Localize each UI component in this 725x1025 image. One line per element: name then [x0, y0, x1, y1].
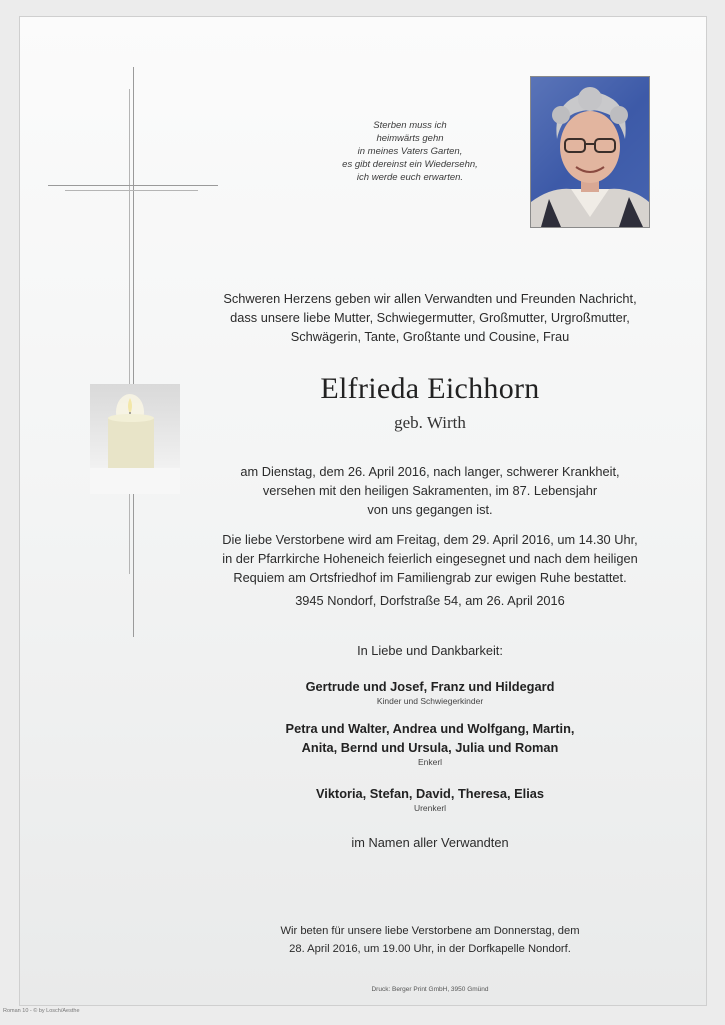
poem-line: Sterben muss ich	[373, 120, 447, 131]
intro-line: Schweren Herzens geben wir allen Verwandten und Freunden Nachricht,	[223, 291, 637, 306]
intro-line: Schwägerin, Tante, Großtante und Cousine, Frau	[290, 329, 570, 344]
mourner-group	[170, 677, 690, 706]
obituary-page	[19, 16, 707, 1006]
portrait-illustration	[531, 77, 649, 227]
funeral-notice-line: in der Pfarrkirche Hoheneich feierlich eingesegnet und nach dem heiligen	[222, 551, 638, 566]
death-notice-line: versehen mit den heiligen Sakramenten, im 87. Lebensjahr	[262, 483, 598, 498]
mourner-group	[170, 719, 690, 767]
poem-line: es gibt dereinst ein Wiedersehn,	[342, 159, 478, 170]
prayer-notice	[170, 922, 690, 958]
prayer-notice-line: Wir beten für unsere liebe Verstorbene am Donnerstag, dem	[280, 925, 580, 937]
funeral-notice-line: Die liebe Verstorbene wird am Freitag, dem 29. April 2016, um 14.30 Uhr,	[222, 532, 638, 547]
deceased-name: Elfrieda Eichhorn	[320, 372, 540, 405]
mourner-names: Gertrude und Josef, Franz und Hildegard	[305, 679, 555, 694]
poem-line: ich werde euch erwarten.	[356, 172, 464, 183]
mourner-relation: Kinder und Schwiegerkinder	[376, 696, 484, 706]
funeral-notice-line: Requiem am Ortsfriedhof im Familiengrab zur ewigen Ruhe bestattet.	[233, 570, 627, 585]
footer-note: Roman 10 - © by Losch/Aesthe	[3, 1008, 80, 1014]
intro-line: dass unsere liebe Mutter, Schwiegermutter, Großmutter, Urgroßmutter,	[230, 310, 630, 325]
candle-icon	[90, 384, 180, 494]
address-line: 3945 Nondorf, Dorfstraße 54, am 26. April 2016	[295, 593, 565, 608]
birth-name: geb. Wirth	[394, 413, 466, 432]
poem-line: in meines Vaters Garten,	[357, 146, 463, 157]
poem	[320, 119, 500, 184]
printer-credit: Druck: Berger Print GmbH, 3950 Gmünd	[371, 986, 489, 993]
poem-line: heimwärts gehn	[376, 133, 444, 144]
death-notice	[170, 462, 690, 519]
cross-vertical-line	[133, 67, 134, 637]
cross-horizontal-line-inner	[65, 190, 198, 191]
announcement-intro	[170, 289, 690, 346]
death-notice-line: von uns gegangen ist.	[367, 502, 493, 517]
funeral-notice	[170, 530, 690, 587]
mourner-relation: Enkerl	[417, 757, 443, 767]
thanks-line: In Liebe und Dankbarkeit:	[357, 643, 503, 658]
mourner-group	[170, 784, 690, 813]
prayer-notice-line: 28. April 2016, um 19.00 Uhr, in der Dorfkapelle Nondorf.	[289, 943, 571, 955]
mourner-relation: Urenkerl	[413, 803, 447, 813]
portrait-photo	[530, 76, 650, 228]
cross-vertical-line-inner	[129, 89, 130, 574]
cross-horizontal-line	[48, 185, 218, 186]
mourner-names: Petra und Walter, Andrea und Wolfgang, Martin,	[285, 721, 575, 736]
mourner-names: Anita, Bernd und Ursula, Julia und Roman	[301, 740, 559, 755]
relatives-line: im Namen aller Verwandten	[351, 835, 509, 850]
mourner-names: Viktoria, Stefan, David, Theresa, Elias	[315, 786, 545, 801]
death-notice-line: am Dienstag, dem 26. April 2016, nach langer, schwerer Krankheit,	[240, 464, 620, 479]
